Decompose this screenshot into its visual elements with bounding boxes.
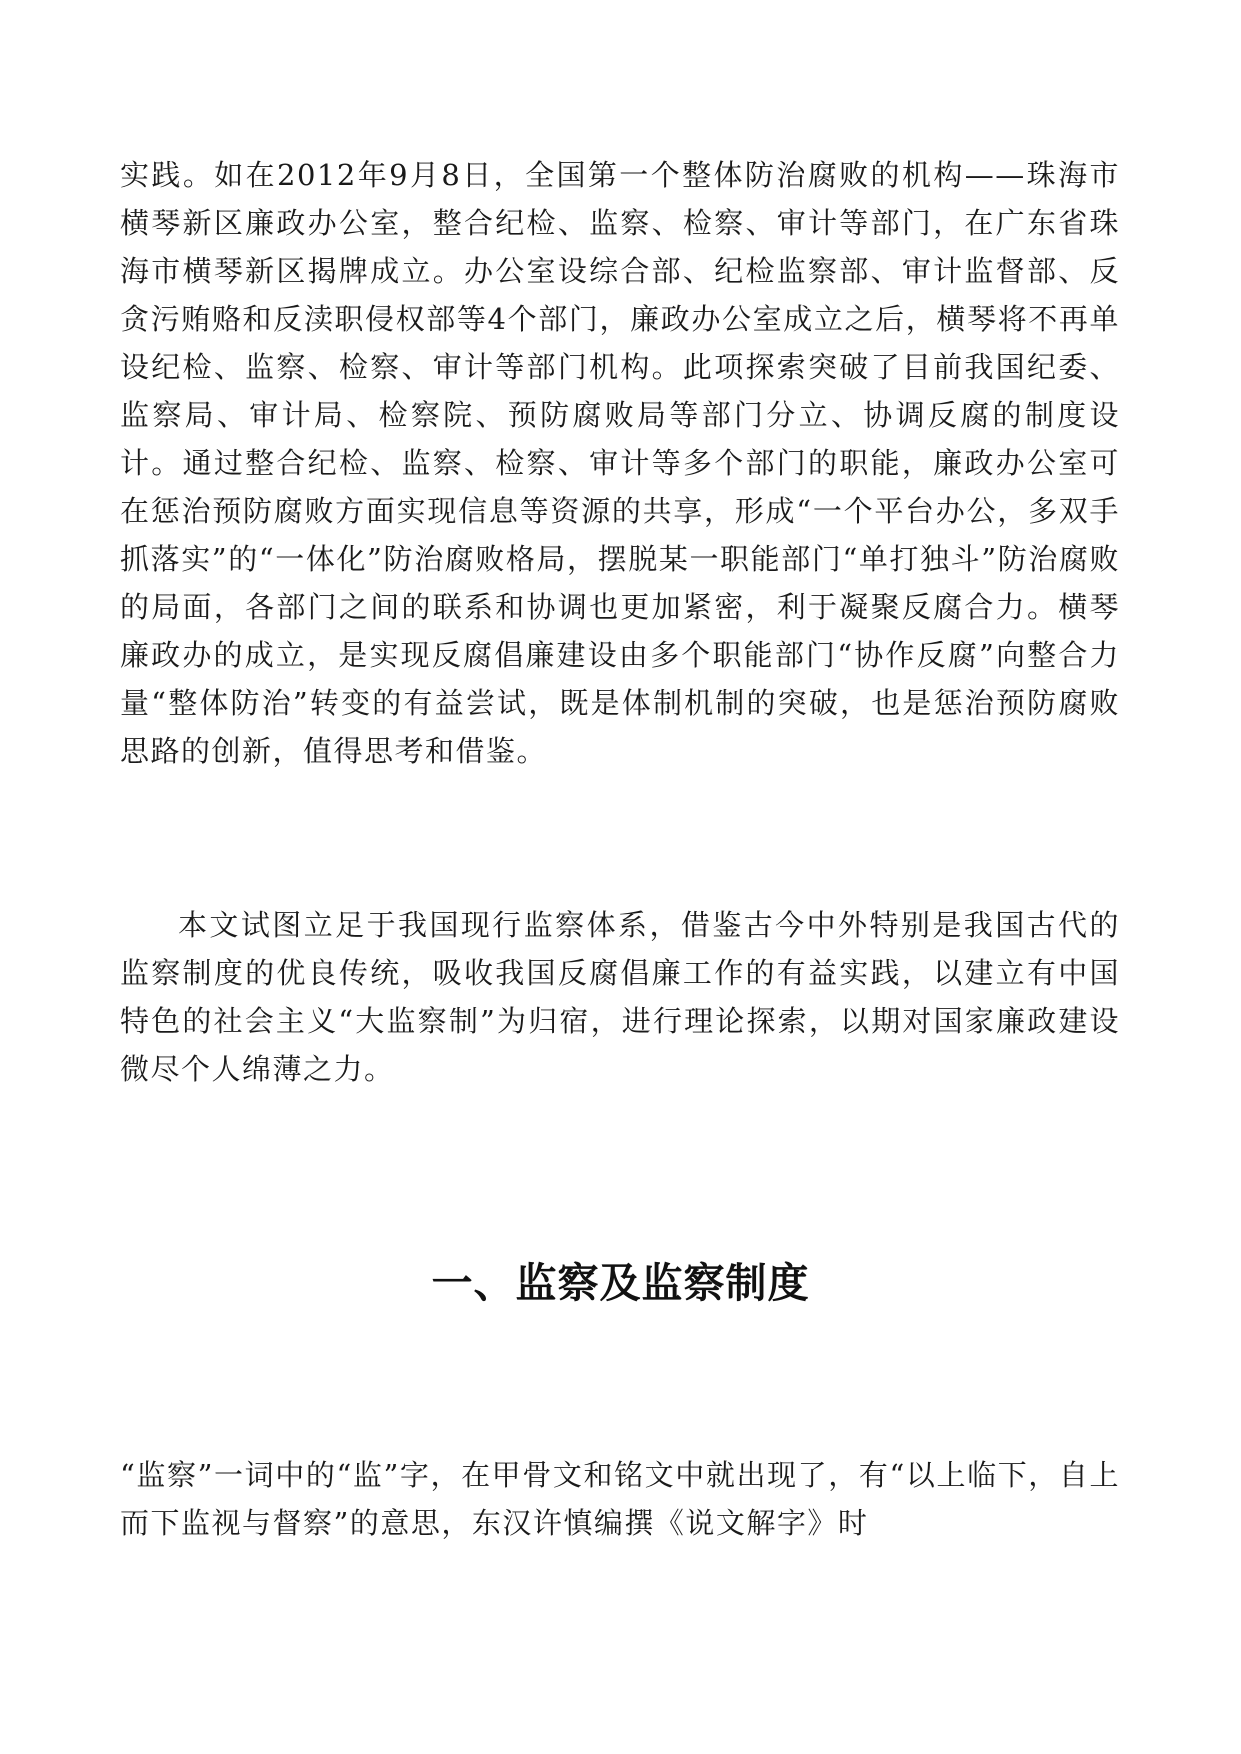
body-paragraph-purpose: 本文试图立足于我国现行监察体系，借鉴古今中外特别是我国古代的监察制度的优良传统，吸收我国反腐倡廉工作的有益实践，以建立有中国特色的社会主义“大监察制”为归宿，进行理论探索，以期对国家廉政建设微尽个人绵薄之力。: [120, 908, 1120, 1086]
body-paragraph-section-intro: “监察”一词中的“监”字，在甲骨文和铭文中就出现了，有“以上临下，自上而下监视与督察”的意思，东汉许慎编撰《说文解字》时: [120, 1458, 1120, 1540]
body-paragraph-continuation: 实践。如在2012年9月8日，全国第一个整体防治腐败的机构——珠海市横琴新区廉政办公室，整合纪检、监察、检察、审计等部门，在广东省珠海市横琴新区揭牌成立。办公室设综合部、纪检监察部、审计监督部、反贪污贿赂和反渎职侵权部等4个部门，廉政办公室成立之后，横琴将不再单设纪检、监察、检察、审计等部门机构。此项探索突破了目前我国纪委、监察局、审计局、检察院、预防腐败局等部门分立、协调反腐的制度设计。通过整合纪检、监察、检察、审计等多个部门的职能，廉政办公室可在惩治预防腐败方面实现信息等资源的共享，形成“一个平台办公，多双手抓落实”的“一体化”防治腐败格局，摆脱某一职能部门“单打独斗”防治腐败的局面，各部门之间的联系和协调也更加紧密，利于凝聚反腐合力。横琴廉政办的成立，是实现反腐倡廉建设由多个职能部门“协作反腐”向整合力量“整体防治”转变的有益尝试，既是体制机制的突破，也是惩治预防腐败思路的创新，值得思考和借鉴。: [120, 158, 1120, 768]
section-heading: 一、监察及监察制度: [431, 1259, 810, 1307]
